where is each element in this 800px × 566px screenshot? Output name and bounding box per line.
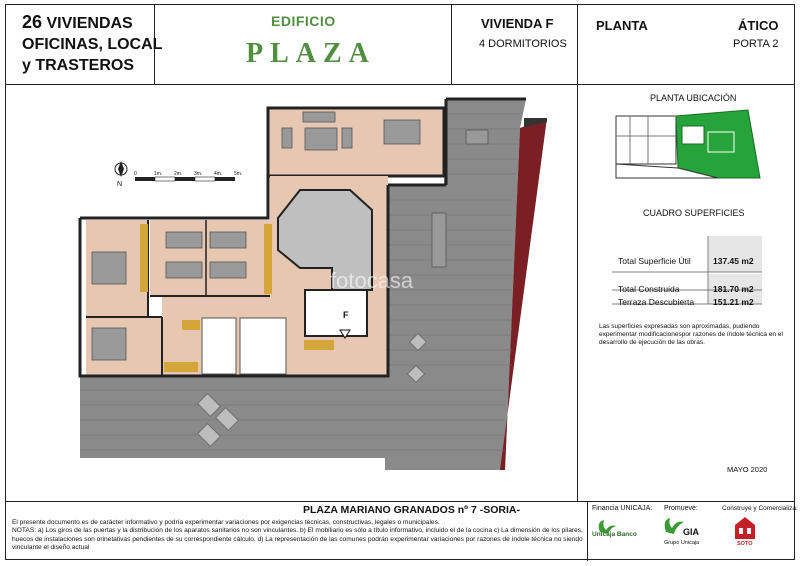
project-number: 26 [22, 12, 43, 32]
location-title: PLANTA UBICACIÓN [650, 93, 737, 103]
floor-label: PLANTA [596, 18, 648, 33]
disclaimer [12, 519, 586, 552]
address: PLAZA MARIANO GRANADOS nº 7 -SORIA- [303, 504, 520, 516]
unicaja-logo-text: Unicaja Banco [592, 531, 637, 538]
project-line-2: OFICINAS, LOCAL [22, 36, 163, 53]
areas-note: Las superficies expresadas son aproximadas, pudiendo experimentar modificacionespor razones de índole técnica en el desarrollo de ejecución de las obras. [599, 323, 783, 346]
areas-table [612, 234, 764, 306]
plan-date: MAYO 2020 [727, 465, 768, 474]
door-label: PORTA 2 [733, 38, 779, 50]
finance-label: Financia UNICAJA: [592, 505, 653, 512]
disclaimer-line-1: El presente documento es de carácter informativo y podría experimentar variaciones por exigencias técnicas, constructivas, legales o municipales. [12, 519, 440, 526]
build-label: Construye y Comercializa: [722, 505, 798, 512]
watermark: fotocasa [330, 268, 414, 293]
location-minimap [608, 106, 778, 186]
area-row-value: 151.21 m2 [713, 297, 754, 307]
bedroom-2 [150, 220, 270, 296]
area-row-label: Terraza Descubierta [618, 297, 695, 307]
unit-letter: F [343, 310, 349, 320]
scale-tick-label: 2m. [174, 171, 183, 177]
unit-title: VIVIENDA F [481, 16, 554, 31]
lift-landing [305, 290, 367, 336]
area-row-label: Total Construida [618, 284, 680, 294]
scale-tick-label: 1m. [154, 171, 163, 177]
soto-logo [733, 515, 757, 541]
area-row-value: 181.70 m2 [713, 284, 754, 294]
north-label: N [117, 181, 123, 188]
soto-logo-text: SOTO [737, 541, 753, 547]
scale-tick-label: 4m. [214, 171, 223, 177]
disclaimer-notes: NOTAS: a) Los giros de las puertas y la distribución de los aparatos sanitarios no son vinculantes. b) El mobiliario es sólo a título informativo, incluido el de la cocina c) La dimensión de los pilares, huecos de instalaciones son orinetativas pendientes de su correspondiente cálculo. d) La representación de las comunes podrán experimentar variaciones por razones de índole técnica no siendo vinculante el diseño actual [12, 527, 583, 551]
scale-tick-label: 3m. [194, 171, 203, 177]
promote-label: Promueve: [664, 505, 698, 512]
scale-bar [135, 177, 235, 181]
building-name: PLAZA [246, 38, 376, 69]
project-line-3: y TRASTEROS [22, 57, 135, 74]
areas-title: CUADRO SUPERFICIES [643, 208, 745, 218]
building-label: EDIFICIO [271, 13, 336, 29]
scale-tick-label: 0 [134, 171, 137, 177]
unit-rooms: 4 DORMITORIOS [479, 38, 567, 50]
gia-logo-text: GIA [683, 527, 700, 537]
project-line-1: VIVIENDAS [46, 15, 133, 32]
floor-value: ÁTICO [738, 18, 779, 33]
bathroom-2 [240, 318, 286, 374]
scale-tick-label: 5m. [234, 171, 243, 177]
area-row-value: 137.45 m2 [713, 256, 754, 266]
bathroom-1 [202, 318, 236, 374]
gia-logo-subtext: Grupo Unicaja [664, 540, 700, 546]
area-row-label: Total Superficie Útil [618, 256, 691, 266]
